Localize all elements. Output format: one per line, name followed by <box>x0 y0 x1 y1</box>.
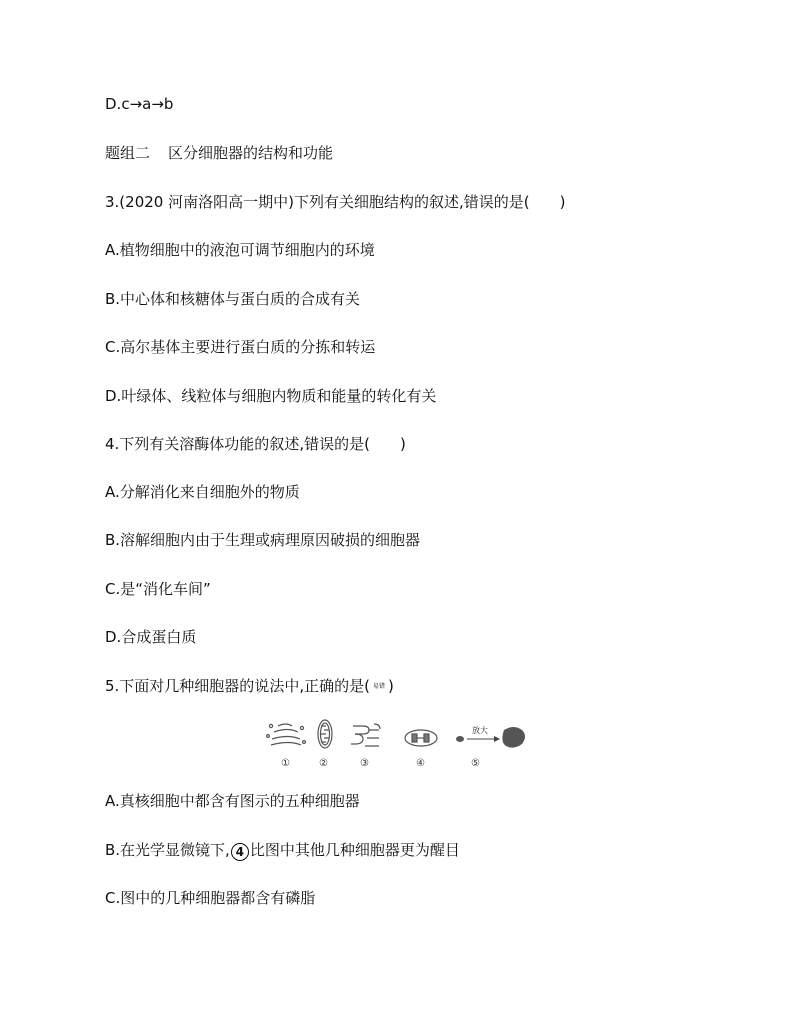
question-3-option-a: A.植物细胞中的液泡可调节细胞内的环境 <box>105 241 375 259</box>
figure-label-5: ⑤ <box>471 758 480 769</box>
question-5-option-c: C.图中的几种细胞器都含有磷脂 <box>105 889 316 907</box>
organelle-figure <box>262 714 532 774</box>
question-3-option-c: C.高尔基体主要进行蛋白质的分拣和转运 <box>105 338 376 356</box>
section-title: 区分细胞器的结构和功能 <box>168 144 334 162</box>
question-4-option-b: B.溶解细胞内由于生理或病理原因破损的细胞器 <box>105 531 421 549</box>
question-4-option-d: D.合成蛋白质 <box>105 628 197 646</box>
figure-label-3: ③ <box>360 758 369 769</box>
question-3-stem: 3.(2020 河南洛阳高一期中)下列有关细胞结构的叙述,错误的是( ) <box>105 193 566 211</box>
option-d-previous: D.c→a→b <box>105 95 174 113</box>
endoplasmic-reticulum-drawing <box>351 724 380 746</box>
golgi-apparatus-drawing <box>267 724 306 745</box>
question-3-option-d: D.叶绿体、线粒体与细胞内物质和能量的转化有关 <box>105 387 437 405</box>
question-3-option-b: B.中心体和核糖体与蛋白质的合成有关 <box>105 290 361 308</box>
question-5-stem: 5.下面对几种细胞器的说法中,正确的是( 易错 ) <box>105 677 394 695</box>
mitochondrion-drawing <box>318 720 332 748</box>
figure-label-4: ④ <box>416 758 425 769</box>
magnify-label: 放大 <box>472 726 488 735</box>
chloroplast-drawing <box>405 730 437 746</box>
ribosome-drawing <box>456 725 525 748</box>
circled-number-4: 4 <box>231 843 249 861</box>
question-5-option-a: A.真核细胞中都含有图示的五种细胞器 <box>105 792 360 810</box>
question-4-option-c: C.是“消化车间” <box>105 580 211 598</box>
figure-label-1: ① <box>281 758 290 769</box>
figure-label-2: ② <box>319 758 328 769</box>
question-4-stem: 4.下列有关溶酶体功能的叙述,错误的是( ) <box>105 435 406 453</box>
question-4-option-a: A.分解消化来自细胞外的物质 <box>105 483 300 501</box>
error-prone-tag: 易错 <box>372 682 385 690</box>
question-5-option-b: B.在光学显微镜下, 4 比图中其他几种细胞器更为醒目 <box>105 841 460 859</box>
section-number: 题组二 <box>105 144 151 162</box>
section-heading <box>105 143 333 163</box>
